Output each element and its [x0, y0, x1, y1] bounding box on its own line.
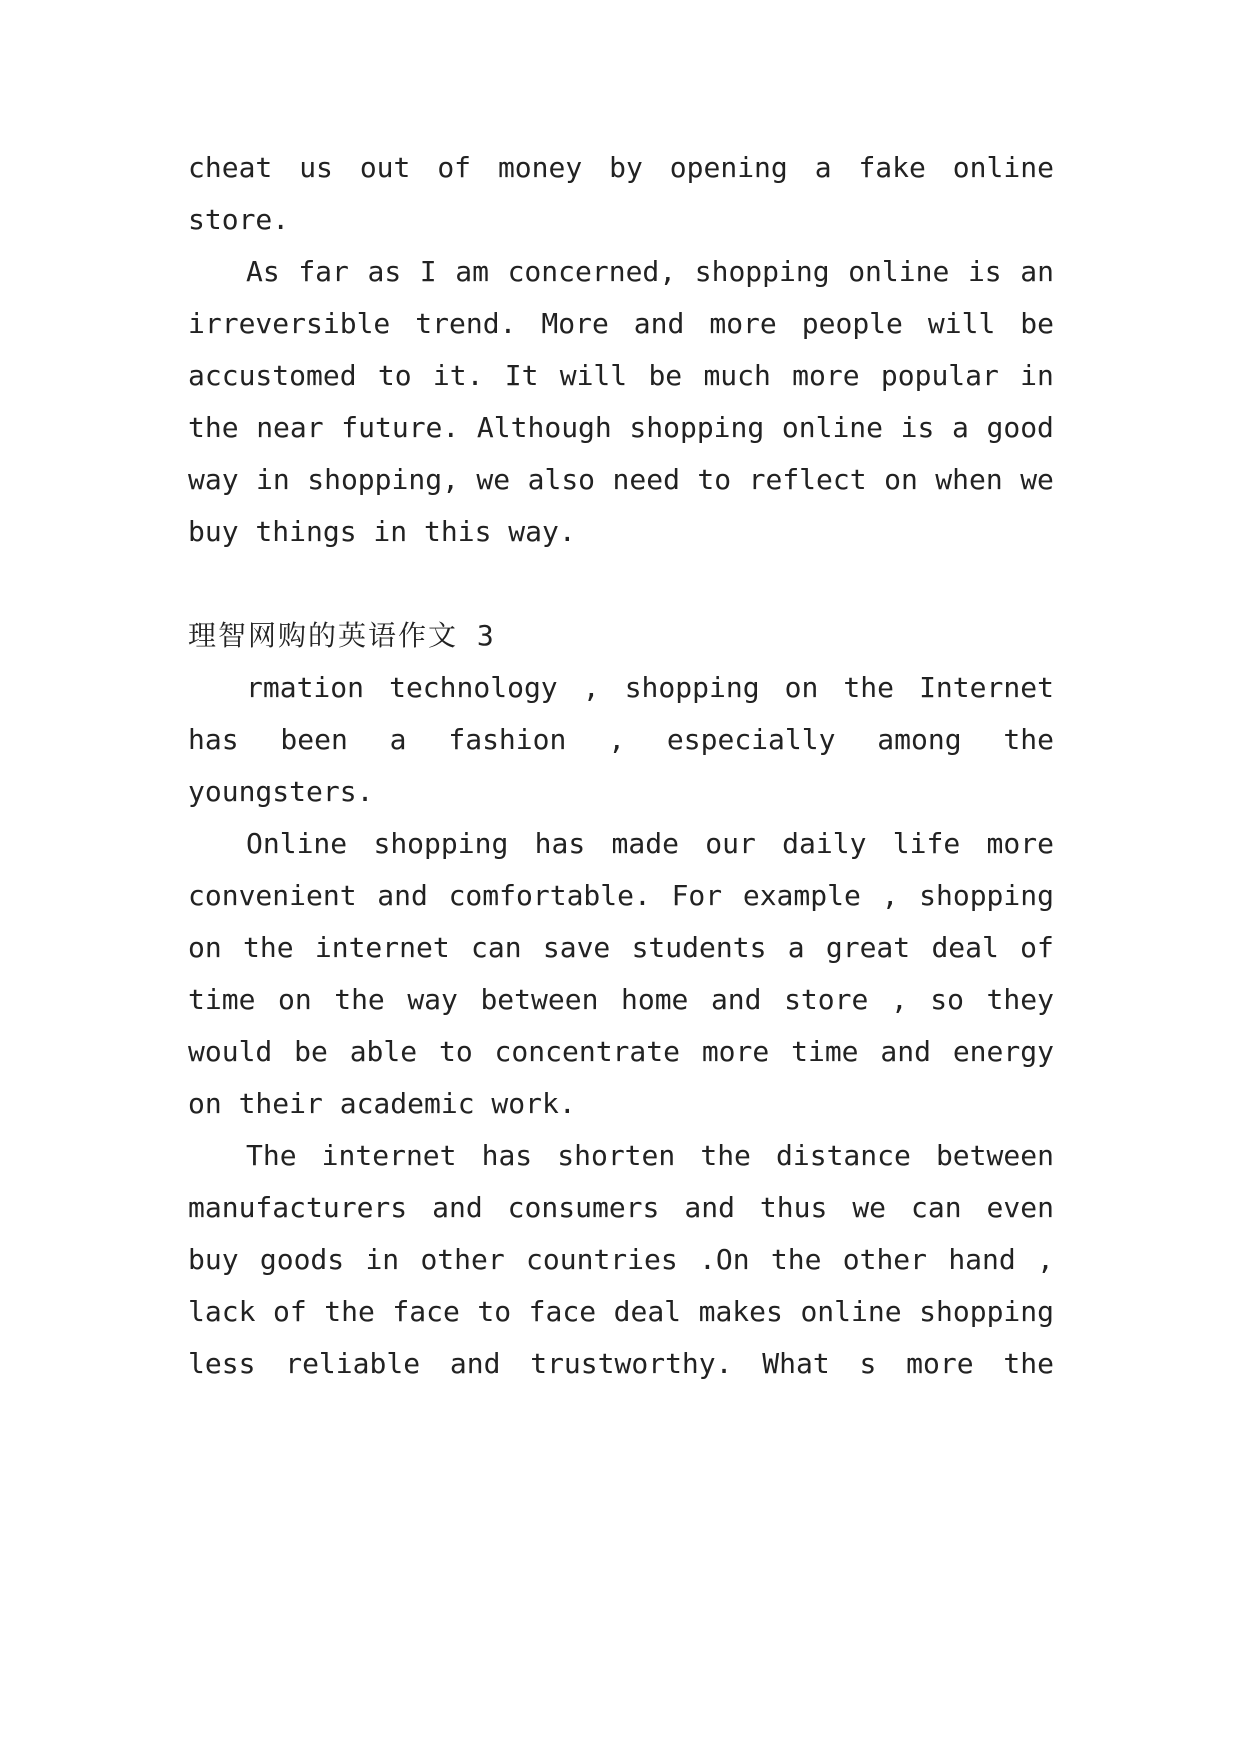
word: a: [389, 723, 407, 756]
word: trustworthy.: [530, 1347, 733, 1380]
word: of: [1020, 931, 1054, 964]
paragraph-3-line-3: youngsters.: [188, 775, 374, 808]
word: reliable: [285, 1347, 421, 1380]
word: more: [792, 359, 860, 392]
word: be: [1020, 307, 1054, 340]
word: energy: [952, 1035, 1054, 1068]
word: in: [1020, 359, 1054, 392]
section-heading: 理智网购的英语作文 3: [188, 619, 496, 652]
word: people: [801, 307, 903, 340]
word: far: [298, 255, 349, 288]
word: we: [852, 1191, 887, 1224]
word: us: [299, 151, 333, 184]
word: way: [407, 983, 458, 1016]
word: has: [188, 723, 239, 756]
word: internet: [321, 1139, 457, 1172]
word: time: [188, 983, 256, 1016]
word: future.: [341, 411, 460, 444]
word: money: [497, 151, 583, 184]
word: shopping: [624, 671, 760, 704]
word: shopping: [694, 255, 830, 288]
word: more: [709, 307, 777, 340]
word: is: [900, 411, 935, 444]
word: daily: [782, 827, 867, 860]
word: The: [246, 1139, 297, 1172]
word: the: [243, 931, 294, 964]
word: the: [770, 1243, 822, 1276]
word: technology: [389, 671, 558, 704]
word: popular: [880, 359, 999, 392]
paragraph-4-line-5: [188, 1034, 1054, 1070]
word: accustomed: [188, 359, 357, 392]
word: to: [697, 463, 732, 496]
word: Online: [246, 827, 348, 860]
paragraph-2-line-4: [188, 410, 1054, 446]
word: a: [787, 931, 805, 964]
word: on: [188, 931, 222, 964]
word: deal: [613, 1295, 682, 1328]
word: need: [612, 463, 680, 496]
word: shopping: [629, 411, 765, 444]
word: am: [455, 255, 489, 288]
word: fake: [858, 151, 926, 184]
paragraph-1-line-1: [188, 150, 1054, 186]
word: would: [188, 1035, 273, 1068]
word: less: [188, 1347, 256, 1380]
word: and: [432, 1191, 483, 1224]
word: save: [542, 931, 611, 964]
word: online: [952, 151, 1054, 184]
word: deal: [931, 931, 999, 964]
word: hand: [948, 1243, 1016, 1276]
paragraph-1-line-2: store.: [188, 203, 290, 236]
word: between: [480, 983, 599, 1016]
word: much: [703, 359, 771, 392]
word: an: [1020, 255, 1054, 288]
word: among: [877, 723, 962, 756]
word: shopping: [919, 879, 1054, 912]
word: more: [701, 1035, 770, 1068]
word: and: [710, 983, 762, 1016]
word: Although: [476, 411, 612, 444]
word: in: [256, 463, 290, 496]
word: we: [1020, 463, 1054, 496]
word: trend.: [415, 307, 517, 340]
word: ,: [890, 983, 908, 1016]
word: the: [700, 1139, 751, 1172]
word: opening: [669, 151, 788, 184]
word: For: [671, 879, 723, 912]
word: great: [825, 931, 911, 964]
word: will: [559, 359, 628, 392]
word: we: [476, 463, 511, 496]
word: face: [528, 1295, 597, 1328]
paragraph-3-line-2: [188, 722, 1054, 758]
word: I: [419, 255, 437, 288]
word: students: [631, 931, 767, 964]
word: shopping: [373, 827, 509, 860]
word: and: [633, 307, 685, 340]
word: of: [437, 151, 472, 184]
paragraph-5-line-2: [188, 1190, 1054, 1226]
word: More: [541, 307, 609, 340]
word: can: [911, 1191, 962, 1224]
paragraph-4-line-1: [246, 826, 1054, 862]
word: manufacturers: [188, 1191, 408, 1224]
word: between: [935, 1139, 1054, 1172]
word: more: [986, 827, 1054, 860]
word: and: [684, 1191, 735, 1224]
word: by: [609, 151, 643, 184]
word: the: [188, 411, 239, 444]
word: and: [377, 879, 428, 912]
paragraph-5-line-4: [188, 1294, 1054, 1330]
word: What: [762, 1347, 830, 1380]
word: they: [986, 983, 1054, 1016]
paragraph-5-line-5: [188, 1346, 1054, 1382]
word: other: [420, 1243, 505, 1276]
word: be: [294, 1035, 328, 1068]
word: distance: [776, 1139, 911, 1172]
word: and: [880, 1035, 931, 1068]
word: example: [742, 879, 861, 912]
word: the: [843, 671, 894, 704]
paragraph-2-line-1: [246, 254, 1054, 290]
word: a: [952, 411, 969, 444]
word: will: [927, 307, 996, 340]
word: buy: [188, 1243, 239, 1276]
word: the: [1003, 723, 1054, 756]
word: on: [784, 671, 819, 704]
paragraph-2-line-5: [188, 462, 1054, 498]
word: comfortable.: [448, 879, 651, 912]
word: able: [349, 1035, 418, 1068]
paragraph-2-line-2: [188, 306, 1054, 342]
word: goods: [259, 1243, 345, 1276]
word: life: [892, 827, 961, 860]
word: as: [367, 255, 402, 288]
word: to: [477, 1295, 512, 1328]
word: online: [800, 1295, 902, 1328]
paragraph-4-line-2: [188, 878, 1054, 914]
word: been: [280, 723, 348, 756]
word: ,: [582, 671, 600, 704]
word: can: [471, 931, 522, 964]
paragraph-2-line-6: buy things in this way.: [188, 515, 576, 548]
word: out: [359, 151, 411, 184]
word: be: [648, 359, 683, 392]
word: It: [504, 359, 539, 392]
word: good: [986, 411, 1054, 444]
paragraph-4-line-4: [188, 982, 1054, 1018]
word: store: [784, 983, 869, 1016]
word: so: [930, 983, 964, 1016]
word: time: [791, 1035, 859, 1068]
word: ,: [608, 723, 626, 756]
word: home: [620, 983, 689, 1016]
word: lack: [188, 1295, 256, 1328]
word: in: [365, 1243, 400, 1276]
word: to: [377, 359, 412, 392]
word: the: [1003, 1347, 1054, 1380]
word: .On: [699, 1243, 750, 1276]
word: is: [967, 255, 1002, 288]
word: and: [449, 1347, 501, 1380]
word: convenient: [188, 879, 357, 912]
word: As: [246, 255, 280, 288]
word: ,: [881, 879, 899, 912]
paragraph-5-line-3: [188, 1242, 1054, 1278]
word: shorten: [557, 1139, 676, 1172]
paragraph-5-line-1: [246, 1138, 1054, 1174]
word: consumers: [507, 1191, 660, 1224]
paragraph-2-line-3: [188, 358, 1054, 394]
word: cheat: [188, 151, 273, 184]
word: even: [986, 1191, 1054, 1224]
word: also: [527, 463, 596, 496]
word: it.: [432, 359, 484, 392]
word: Internet: [919, 671, 1054, 704]
word: makes: [698, 1295, 783, 1328]
word: to: [438, 1035, 473, 1068]
word: near: [256, 411, 324, 444]
word: has: [534, 827, 586, 860]
word: of: [272, 1295, 307, 1328]
paragraph-3-line-1: [246, 670, 1054, 706]
word: shopping: [919, 1295, 1054, 1328]
word: reflect: [748, 463, 867, 496]
word: a: [814, 151, 832, 184]
word: face: [392, 1295, 460, 1328]
word: more: [906, 1347, 974, 1380]
word: our: [705, 827, 756, 860]
word: internet: [314, 931, 450, 964]
paragraph-4-line-6: on their academic work.: [188, 1087, 576, 1120]
word: irreversible: [188, 307, 391, 340]
word: the: [334, 983, 385, 1016]
word: concentrate: [494, 1035, 680, 1068]
word: on: [277, 983, 312, 1016]
word: the: [324, 1295, 375, 1328]
word: fashion: [448, 723, 567, 756]
word: rmation: [246, 671, 365, 704]
word: online: [781, 411, 884, 444]
word: s: [859, 1347, 877, 1380]
word: way: [188, 463, 239, 496]
word: thus: [759, 1191, 828, 1224]
word: concerned,: [507, 255, 677, 288]
paragraph-4-line-3: [188, 930, 1054, 966]
word: on: [884, 463, 918, 496]
word: other: [842, 1243, 928, 1276]
word: countries: [526, 1243, 678, 1276]
word: when: [935, 463, 1003, 496]
word: shopping,: [307, 463, 459, 496]
word: ,: [1037, 1243, 1054, 1276]
word: especially: [666, 723, 836, 756]
word: made: [611, 827, 679, 860]
word: has: [481, 1139, 533, 1172]
word: online: [848, 255, 950, 288]
